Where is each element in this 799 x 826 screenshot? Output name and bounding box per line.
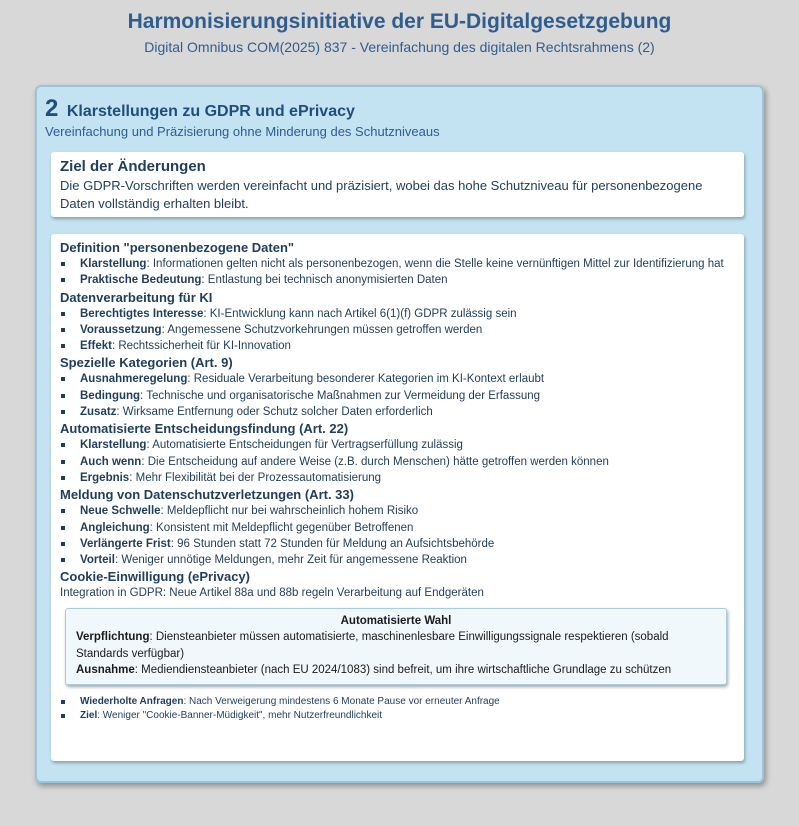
list-item bbox=[60, 454, 735, 470]
item-label: Angleichung bbox=[80, 521, 150, 534]
item-label: Verlängerte Frist bbox=[80, 537, 171, 550]
topic-heading: Datenverarbeitung für KI bbox=[60, 289, 213, 305]
item-label: Berechtigtes Interesse bbox=[80, 307, 204, 320]
page-header bbox=[0, 0, 799, 56]
topic-bullets bbox=[60, 371, 735, 420]
list-item bbox=[60, 503, 735, 519]
list-item bbox=[60, 272, 735, 288]
item-label: Klarstellung bbox=[80, 258, 147, 270]
list-item bbox=[60, 388, 735, 404]
item-text: : Angemessene Schutzvorkehrungen müssen getroffen werden bbox=[161, 323, 483, 336]
item-text: : Informationen gelten nicht als personenbezogen, wenn die Stelle keine vernünftigen Mittel zur Identifizierung hat bbox=[146, 258, 724, 270]
item-text: : Automatisierte Entscheidungen für Vertragserfüllung zulässig bbox=[146, 439, 463, 452]
item-text: : Entlastung bei technisch anonymisierten Daten bbox=[201, 274, 448, 287]
automated-choice-title: Automatisierte Wahl bbox=[340, 615, 452, 628]
item-text: : Wirksame Entfernung oder Schutz solcher Daten erforderlich bbox=[116, 406, 433, 419]
topics-list bbox=[60, 240, 735, 568]
item-text: : Die Entscheidung auf andere Weise (z.B. durch Menschen) hätte getroffen werden können bbox=[141, 455, 609, 468]
section-title: Klarstellungen zu GDPR und ePrivacy bbox=[66, 103, 355, 120]
list-item bbox=[60, 306, 735, 322]
item-label: Voraussetzung bbox=[80, 323, 162, 336]
section-number: 2 bbox=[45, 95, 59, 122]
page-subtitle: Digital Omnibus COM(2025) 837 - Vereinfachung des digitalen Rechtsrahmens (2) bbox=[144, 39, 655, 55]
list-item bbox=[60, 437, 735, 453]
topic-heading: Cookie-Einwilligung (ePrivacy) bbox=[60, 569, 250, 585]
item-text: : KI-Entwicklung kann nach Artikel 6(1)(f) GDPR zulässig sein bbox=[203, 307, 517, 320]
item-text: : Mehr Flexibilität bei der Prozessautomatisierung bbox=[129, 471, 382, 484]
item-label: Effekt bbox=[80, 340, 112, 353]
item-label: Auch wenn bbox=[80, 455, 142, 468]
topic-heading: Definition "personenbezogene Daten" bbox=[60, 240, 295, 255]
section-heading bbox=[45, 95, 355, 123]
item-label: Wiederholte Anfragen bbox=[80, 695, 184, 707]
details-card bbox=[51, 234, 744, 761]
list-item bbox=[60, 695, 735, 710]
item-text: : Residuale Verarbeitung besonderer Kategorien im KI-Kontext erlaubt bbox=[187, 373, 545, 386]
item-text: : Nach Verweigerung mindestens 6 Monate Pause vor erneuter Anfrage bbox=[183, 695, 500, 707]
item-label: Zusatz bbox=[80, 406, 117, 419]
list-item bbox=[60, 404, 735, 420]
item-text: : 96 Stunden statt 72 Stunden für Meldung an Aufsichtsbehörde bbox=[170, 537, 495, 550]
list-item bbox=[60, 520, 735, 536]
list-item bbox=[60, 552, 735, 568]
topic-bullets bbox=[60, 256, 735, 289]
item-text: : Weniger "Cookie-Banner-Müdigkeit", mehr Nutzerfreundlichkeit bbox=[97, 710, 383, 722]
line-text: : Mediendiensteanbieter (nach EU 2024/1083) sind befreit, um ihre wirtschaftliche Grundlage zu schützen bbox=[134, 664, 672, 677]
list-item bbox=[60, 536, 735, 552]
cookie-bullets bbox=[60, 695, 735, 724]
list-item bbox=[60, 256, 735, 272]
item-text: : Technische und organisatorische Maßnahmen zur Vermeidung der Erfassung bbox=[140, 389, 541, 402]
automated-choice-box bbox=[65, 608, 727, 685]
item-text: : Meldepflicht nur bei wahrscheinlich hohem Risiko bbox=[160, 505, 419, 518]
list-item bbox=[60, 322, 735, 338]
item-label: Ziel bbox=[80, 710, 98, 722]
item-label: Ausnahmeregelung bbox=[80, 373, 188, 386]
goal-title: Ziel der Änderungen bbox=[60, 158, 206, 175]
item-label: Vorteil bbox=[80, 554, 115, 567]
list-item bbox=[60, 470, 735, 486]
line-label: Ausnahme bbox=[76, 664, 135, 677]
goal-text: Die GDPR-Vorschriften werden vereinfacht und präzisiert, wobei das hohe Schutzniveau für personenbezogene Daten vollständig erhalten bleibt. bbox=[60, 178, 703, 211]
page-title: Harmonisierungsinitiative der EU-Digitalgesetzgebung bbox=[127, 10, 672, 33]
topic-heading: Meldung von Datenschutzverletzungen (Art. 33) bbox=[60, 487, 354, 503]
item-label: Bedingung bbox=[80, 389, 141, 402]
list-item bbox=[60, 709, 735, 724]
item-label: Neue Schwelle bbox=[80, 505, 161, 518]
topic-heading: Spezielle Kategorien (Art. 9) bbox=[60, 355, 233, 371]
automated-choice-line bbox=[76, 629, 716, 662]
line-text: : Diensteanbieter müssen automatisierte, maschinenlesbare Einwilligungssignale respektieren (sobald Standards verfügbar) bbox=[76, 631, 669, 660]
item-text: : Weniger unnötige Meldungen, mehr Zeit für angemessene Reaktion bbox=[114, 554, 467, 567]
section-panel bbox=[35, 85, 764, 783]
topic-bullets bbox=[60, 306, 735, 355]
topic-bullets bbox=[60, 503, 735, 568]
topic-heading: Automatisierte Entscheidungsfindung (Art. 22) bbox=[60, 421, 349, 437]
automated-choice-line bbox=[76, 662, 716, 679]
line-label: Verpflichtung bbox=[76, 631, 150, 644]
item-text: : Konsistent mit Meldepflicht gegenüber Betroffenen bbox=[149, 521, 414, 534]
list-item bbox=[60, 338, 735, 354]
goal-card bbox=[51, 152, 744, 217]
section-subtitle: Vereinfachung und Präzisierung ohne Minderung des Schutzniveaus bbox=[45, 124, 440, 139]
list-item bbox=[60, 371, 735, 387]
item-label: Praktische Bedeutung bbox=[80, 274, 202, 287]
item-label: Klarstellung bbox=[80, 439, 147, 452]
item-label: Ergebnis bbox=[80, 471, 130, 484]
topic-bullets bbox=[60, 437, 735, 486]
item-text: : Rechtssicherheit für KI-Innovation bbox=[111, 340, 291, 353]
cookie-intro: Integration in GDPR: Neue Artikel 88a und 88b regeln Verarbeitung auf Endgeräten bbox=[60, 587, 484, 600]
